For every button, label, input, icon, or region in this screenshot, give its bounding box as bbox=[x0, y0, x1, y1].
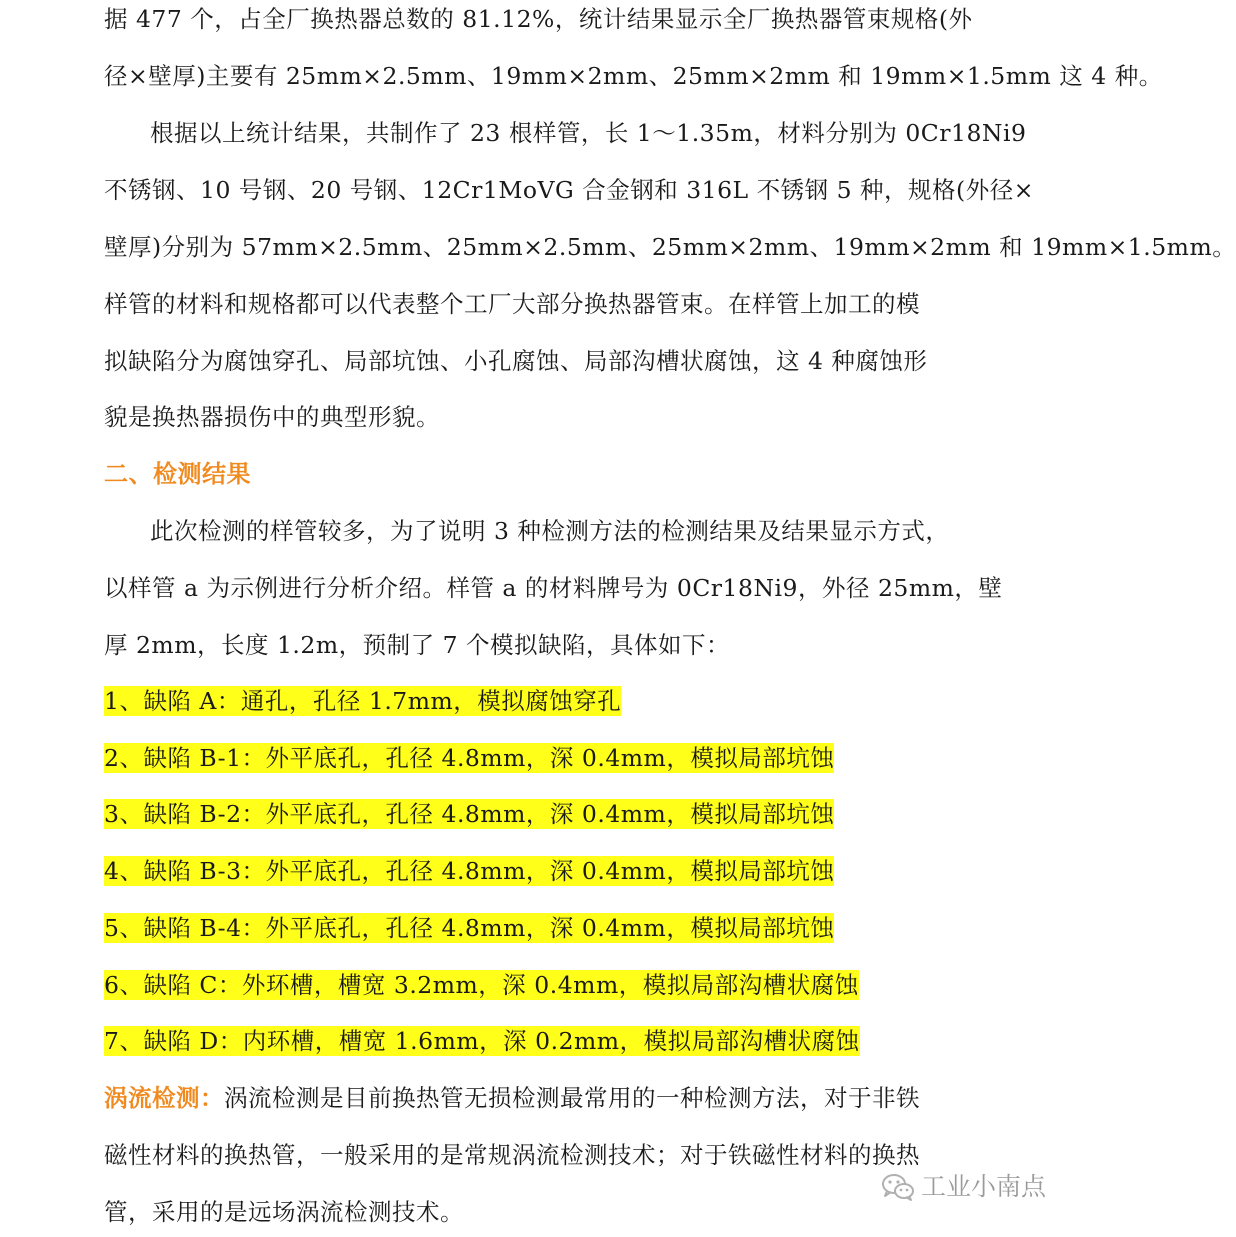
defect-item bbox=[104, 1024, 860, 1058]
watermark-text: 工业小南点 bbox=[920, 1172, 1046, 1201]
wechat-icon bbox=[881, 1172, 915, 1202]
paragraph-line: 壁厚)分别为 57mm×2.5mm、25mm×2.5mm、25mm×2mm、19mm×2mm 和 19mm×1.5mm。 bbox=[104, 233, 1236, 261]
paragraph-line: 磁性材料的换热管，一般采用的是常规涡流检测技术；对于铁磁性材料的换热 bbox=[104, 1141, 920, 1169]
defect-item bbox=[104, 684, 621, 718]
paragraph-line: 管，采用的是远场涡流检测技术。 bbox=[104, 1198, 464, 1226]
paragraph-line: 以样管 a 为示例进行分析介绍。样管 a 的材料牌号为 0Cr18Ni9，外径 25mm，壁 bbox=[104, 574, 1003, 602]
section-heading: 二、检测结果 bbox=[104, 460, 251, 488]
paragraph-line: 厚 2mm，长度 1.2m，预制了 7 个模拟缺陷，具体如下： bbox=[104, 631, 731, 659]
defect-item-text: 1、缺陷 A：通孔，孔径 1.7mm，模拟腐蚀穿孔 bbox=[104, 687, 622, 715]
paragraph-line bbox=[104, 1081, 920, 1115]
watermark bbox=[881, 1170, 1046, 1204]
defect-item bbox=[104, 911, 834, 945]
paragraph-line: 样管的材料和规格都可以代表整个工厂大部分换热器管束。在样管上加工的模 bbox=[104, 290, 920, 318]
defect-item-text: 7、缺陷 D：内环槽，槽宽 1.6mm，深 0.2mm，模拟局部沟槽状腐蚀 bbox=[104, 1027, 860, 1055]
paragraph-line: 据 477 个，占全厂换热器总数的 81.12%，统计结果显示全厂换热器管束规格(外 bbox=[104, 5, 973, 33]
paragraph-line: 拟缺陷分为腐蚀穿孔、局部坑蚀、小孔腐蚀、局部沟槽状腐蚀，这 4 种腐蚀形 bbox=[104, 347, 928, 375]
paragraph-line: 不锈钢、10 号钢、20 号钢、12Cr1MoVG 合金钢和 316L 不锈钢 5 种，规格(外径× bbox=[104, 176, 1034, 204]
paragraph-text: 涡流检测是目前换热管无损检测最常用的一种检测方法，对于非铁 bbox=[224, 1084, 920, 1112]
defect-item bbox=[104, 968, 859, 1002]
defect-item bbox=[104, 741, 834, 775]
term-label: 涡流检测： bbox=[104, 1084, 224, 1112]
paragraph-line: 此次检测的样管较多，为了说明 3 种检测方法的检测结果及结果显示方式， bbox=[150, 517, 950, 545]
defect-item-text: 4、缺陷 B-3：外平底孔，孔径 4.8mm，深 0.4mm，模拟局部坑蚀 bbox=[104, 857, 835, 885]
paragraph-line: 根据以上统计结果，共制作了 23 根样管，长 1～1.35m，材料分别为 0Cr18Ni9 bbox=[150, 119, 1027, 147]
defect-item bbox=[104, 797, 834, 831]
defect-item-text: 2、缺陷 B-1：外平底孔，孔径 4.8mm，深 0.4mm，模拟局部坑蚀 bbox=[104, 744, 835, 772]
defect-item-text: 5、缺陷 B-4：外平底孔，孔径 4.8mm，深 0.4mm，模拟局部坑蚀 bbox=[104, 914, 835, 942]
paragraph-line: 径×壁厚)主要有 25mm×2.5mm、19mm×2mm、25mm×2mm 和 19mm×1.5mm 这 4 种。 bbox=[104, 62, 1163, 90]
paragraph-line: 貌是换热器损伤中的典型形貌。 bbox=[104, 403, 440, 431]
defect-item-text: 6、缺陷 C：外环槽，槽宽 3.2mm，深 0.4mm，模拟局部沟槽状腐蚀 bbox=[104, 971, 859, 999]
defect-item bbox=[104, 854, 834, 888]
defect-item-text: 3、缺陷 B-2：外平底孔，孔径 4.8mm，深 0.4mm，模拟局部坑蚀 bbox=[104, 800, 835, 828]
